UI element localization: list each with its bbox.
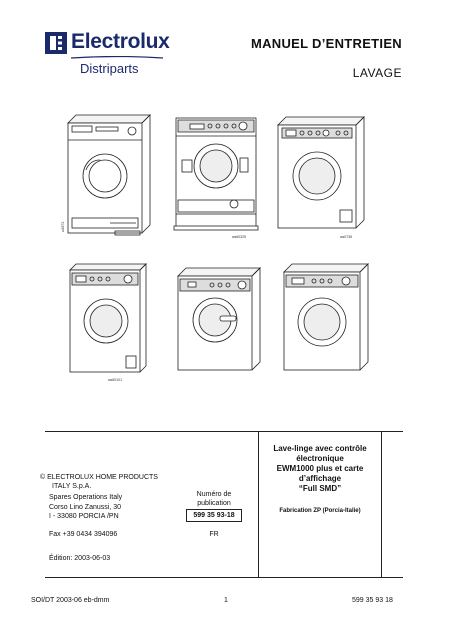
figure-label-4: ws60101 — [108, 378, 123, 382]
divider-right — [381, 431, 382, 577]
document-title: MANUEL D’ENTRETIEN — [250, 36, 402, 51]
washing-machine-5-icon — [178, 268, 260, 370]
publication-label-line2: publication — [197, 500, 231, 507]
washing-machine-4-icon — [70, 264, 146, 372]
rule-top — [45, 431, 403, 432]
edition-date: Édition: 2003-06-03 — [49, 555, 111, 562]
address-line4: Corso Lino Zanussi, 30 — [49, 504, 121, 511]
document-subtitle: LAVAGE — [352, 66, 402, 80]
figure-label-3: ws0735 — [340, 235, 353, 239]
footer-publication-number: 599 35 93 18 — [352, 597, 393, 604]
address-line3: Spares Operations Italy — [49, 494, 123, 501]
divider-left — [258, 431, 259, 577]
product-line4: d’affichage — [298, 474, 342, 483]
fax-number: Fax +39 0434 394096 — [49, 531, 118, 538]
publication-label-line1: Numéro de — [196, 491, 232, 498]
rule-bottom — [45, 577, 403, 578]
product-line2: électronique — [296, 454, 344, 463]
product-line1: Lave-linge avec contrôle — [273, 444, 367, 453]
brand-name: Electrolux — [71, 30, 170, 53]
figure-label-1: w2872 — [61, 221, 65, 232]
address-line5: I - 33080 PORCIA /PN — [49, 513, 119, 520]
company-name-line1: © ELECTROLUX HOME PRODUCTS — [40, 474, 158, 481]
washing-machine-2-icon — [174, 118, 258, 230]
publication-number: 599 35 93-18 — [186, 509, 242, 522]
page-number: 1 — [224, 597, 228, 604]
product-description — [262, 444, 378, 494]
figure-label-2: ws60325 — [232, 235, 247, 239]
product-line3: EWM1000 plus et carte — [276, 464, 364, 473]
publication-language: FR — [209, 531, 219, 538]
company-name-line2: ITALY S.p.A. — [52, 483, 92, 490]
footer-reference: SOI/DT 2003-06 eb-dmm — [31, 597, 110, 604]
washing-machine-1-icon — [68, 115, 150, 235]
washing-machine-6-icon — [284, 264, 368, 370]
brand-subtitle: Distriparts — [80, 61, 139, 76]
fabrication-site: Fabrication ZP (Porcia-Italie) — [279, 508, 361, 514]
washing-machine-3-icon — [278, 117, 364, 228]
product-line5: “Full SMD” — [298, 484, 342, 493]
